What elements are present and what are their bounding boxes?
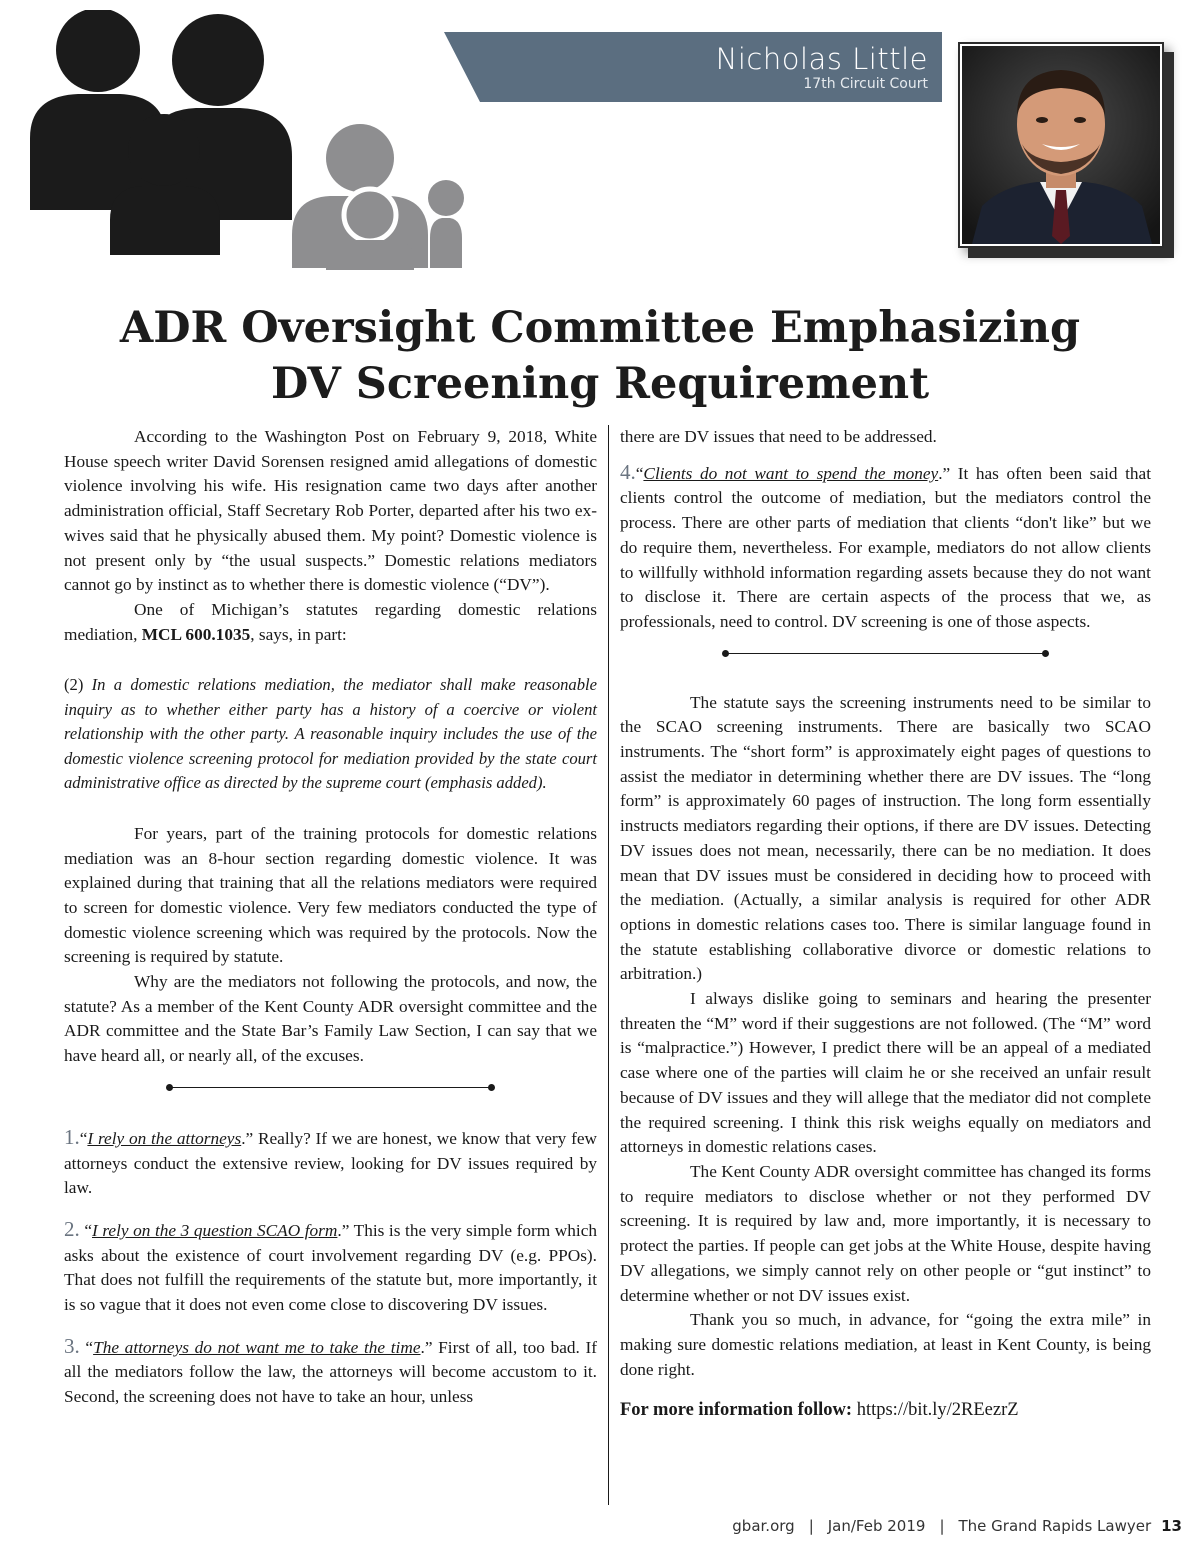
statute-text-before: One of Michigan’s statutes regarding domestic relations mediation, bbox=[64, 599, 597, 644]
more-info bbox=[620, 1398, 1151, 1423]
paragraph-malpractice: I always dislike going to seminars and hearing the presenter threaten the “M” word if their suggestions are not followed. (The “M” word is “malpractice.”) However, I predict there will be an appeal of a mediated case where one of the parties will claim he or she received an unfair result because of DV issues and they will allege that the mediator did not complete the required screening. I think this risk weighs equally on mediators and attorneys in domestic relations cases. bbox=[620, 989, 1151, 1157]
footer-issue: Jan/Feb 2019 bbox=[827, 1517, 926, 1535]
excuse-4 bbox=[620, 460, 1151, 635]
statute-citation: MCL 600.1035 bbox=[141, 624, 251, 644]
more-info-link[interactable]: https://bit.ly/2REezrZ bbox=[852, 1400, 1019, 1421]
excuse-3 bbox=[64, 1334, 597, 1410]
quote-mark: “ bbox=[635, 463, 644, 483]
footer-separator: | bbox=[808, 1517, 814, 1535]
column-divider bbox=[608, 425, 609, 1505]
spacer bbox=[64, 647, 597, 673]
article-title bbox=[40, 300, 1160, 412]
more-info-label: For more information follow: bbox=[620, 1400, 853, 1421]
article-title-line1: ADR Oversight Committee Emphasizing bbox=[119, 303, 1081, 353]
excuse-2-label: I rely on the 3 question SCAO form bbox=[92, 1220, 338, 1240]
statute-quote bbox=[64, 673, 597, 796]
section-divider bbox=[169, 1077, 492, 1099]
excuse-2 bbox=[64, 1217, 597, 1318]
spacer bbox=[620, 450, 1151, 460]
author-photo bbox=[962, 46, 1160, 244]
author-court: 17th Circuit Court bbox=[803, 76, 928, 92]
people-family-icon bbox=[30, 10, 470, 270]
left-column bbox=[64, 425, 597, 1410]
excuse-3-number: 3. bbox=[64, 1333, 80, 1358]
footer-publication: The Grand Rapids Lawyer bbox=[958, 1517, 1152, 1535]
excuse-4-text: It has often been said that clients control the outcome of mediation, but the mediators control the process. There are other parts of mediation that clients “don't like” but we do require them, nevertheless. For example, mediators do not allow clients to willfully withhold information regarding assets because they do not want to disclose it. There are certain aspects of the process that we, as professionals, need to control. DV screening is one of those aspects. bbox=[620, 463, 1151, 631]
paragraph-statute bbox=[64, 598, 597, 647]
spacer bbox=[64, 796, 597, 822]
paragraph-continuation: there are DV issues that need to be addressed. bbox=[620, 427, 937, 446]
spacer bbox=[64, 1318, 597, 1334]
quote-mark: .” bbox=[420, 1337, 433, 1357]
author-photo-frame bbox=[958, 42, 1164, 248]
excuse-4-label: Clients do not want to spend the money bbox=[643, 463, 939, 483]
statute-text-after: , says, in part: bbox=[250, 624, 347, 644]
section-divider bbox=[725, 643, 1046, 665]
paragraph-training: For years, part of the training protocols for domestic relations mediation was an 8-hour section regarding domestic violence. It was explained during that training that all the relations mediators were required to screen for domestic violence. Very few mediators conducted the type of domestic violence screening which was required by the protocols. Now the screening is required by statute. bbox=[64, 823, 597, 967]
footer-site[interactable]: gbar.org bbox=[732, 1517, 795, 1535]
spacer bbox=[620, 665, 1151, 691]
quote-mark: “ bbox=[79, 1337, 94, 1357]
statute-quote-text: In a domestic relations mediation, the mediator shall make reasonable inquiry as to whether either party has a history of a coercive or violent relationship with the other party. A reasonable inquiry includes the use of the domestic violence screening protocol for mediation provided by the state court administrative office as directed by the supreme court (emphasis added). bbox=[64, 675, 597, 793]
article-title-line2: DV Screening Requirement bbox=[270, 359, 930, 409]
spacer bbox=[620, 1382, 1151, 1398]
page-footer bbox=[732, 1517, 1182, 1535]
excuse-3-label: The attorneys do not want me to take the time bbox=[93, 1337, 421, 1357]
footer-separator: | bbox=[939, 1517, 945, 1535]
paragraph-kent-county: The Kent County ADR oversight committee has changed its forms to require mediators to disclose whether or not they performed DV screening. It is required by law and, more importantly, it is necessary to protect the parties. If people can get jobs at the White House, despite having DV allegations, we simply cannot rely on other people or “gut instinct” to determine whether or not DV issues exist. bbox=[620, 1161, 1151, 1305]
paragraph-scao-instruments: The statute says the screening instruments need to be similar to the SCAO screening instruments. There are basically two SCAO instruments. The “short form” is approximately eight pages of questions to assist the mediator in determining whether there are DV issues. The “long form” is approximately 60 pages of instruction. The long form essentially instructs mediators regarding their options, if there are DV issues. Detecting DV issues does not mean, necessarily, there can be no mediation. It does mean that DV issues must be considered in deciding how to proceed with the mediation. (Actually, a similar analysis is required for other ADR options in domestic relations cases too. There is similar language found in the statute establishing collaborative divorce or domestic relations to arbitration.) bbox=[620, 692, 1151, 984]
author-name: Nicholas Little bbox=[715, 42, 928, 76]
excuse-1-number: 1. bbox=[64, 1124, 80, 1149]
excuse-1 bbox=[64, 1125, 597, 1201]
excuse-1-text: Really? If we are honest, we know that very few attorneys conduct the extensive review, looking for DV issues required by law. bbox=[64, 1128, 597, 1198]
excuse-2-number: 2. bbox=[64, 1216, 80, 1241]
spacer bbox=[64, 1099, 597, 1125]
quote-mark: .” bbox=[241, 1128, 254, 1148]
spacer bbox=[64, 1201, 597, 1217]
quote-mark: .” bbox=[337, 1220, 350, 1240]
quote-mark: .” bbox=[938, 463, 951, 483]
right-column bbox=[620, 425, 1151, 1423]
excuse-2-text: This is the very simple form which asks about the existence of court involvement regarding DV (e.g. PPOs). That does not fulfill the requirements of the statute but, more importantly, it is so vague that it does not even come close to discovering DV issues. bbox=[64, 1220, 598, 1315]
paragraph-excuses: Why are the mediators not following the protocols, and now, the statute? As a member of the Kent County ADR oversight committee and the ADR committee and the State Bar’s Family Law Section, I can say that we have heard all, or nearly all, of the excuses. bbox=[64, 972, 597, 1066]
excuse-4-number: 4. bbox=[620, 459, 636, 484]
paragraph-thanks: Thank you so much, in advance, for “going the extra mile” in making sure domestic relations mediation, at least in Kent County, is being done right. bbox=[620, 1310, 1151, 1379]
statute-quote-number: (2) bbox=[64, 675, 92, 695]
excuse-3-text: First of all, too bad. If all the mediators follow the law, the attorneys will become accustom to it. Second, the screening does not have to take an hour, unless bbox=[64, 1337, 598, 1407]
quote-mark: “ bbox=[79, 1128, 88, 1148]
paragraph-intro: According to the Washington Post on February 9, 2018, White House speech writer David Sorensen resigned amid allegations of domestic violence involving his wife. His resignation came two days after another administration official, Staff Secretary Rob Porter, departed after his two ex-wives said that he physically abused them. My point? Domestic violence is not present only by “the usual suspects.” Domestic relations mediators cannot go by instinct as to whether there is domestic violence (“DV”). bbox=[64, 427, 597, 595]
excuse-1-label: I rely on the attorneys bbox=[87, 1128, 242, 1148]
quote-mark: “ bbox=[79, 1220, 92, 1240]
page-number: 13 bbox=[1161, 1517, 1182, 1535]
